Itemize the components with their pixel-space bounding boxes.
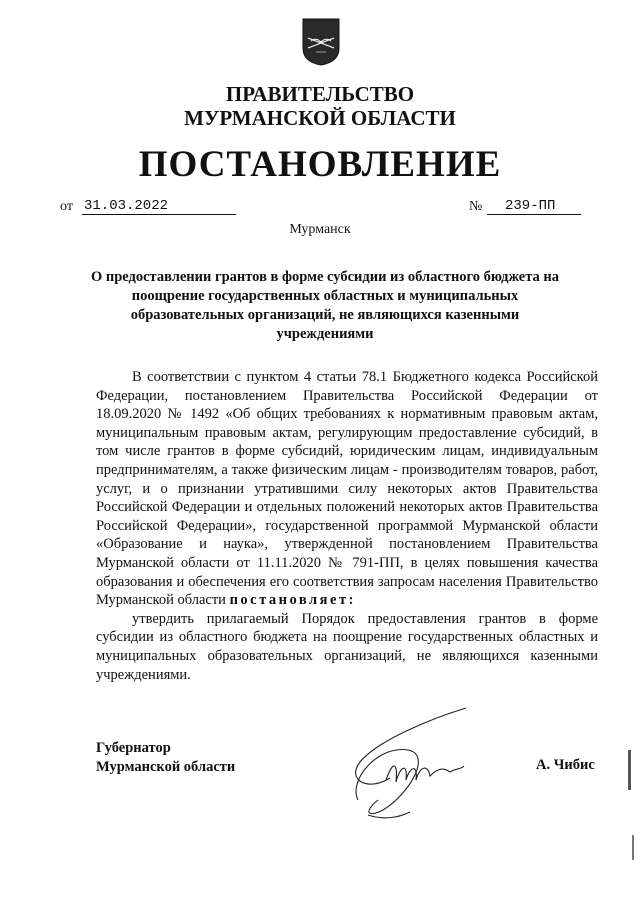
document-number: 239-ПП bbox=[487, 198, 581, 215]
subject-line: поощрение государственных областных и муниципальных bbox=[131, 288, 519, 304]
signer-title bbox=[96, 739, 235, 777]
city-name: Мурманск bbox=[289, 222, 351, 237]
subject-line: О предоставлении грантов в форме субсидии из областного бюджета на bbox=[90, 269, 560, 285]
document-subject bbox=[80, 268, 570, 344]
handwritten-signature-icon bbox=[338, 700, 478, 825]
signer-title-line1: Губернатор bbox=[96, 740, 171, 756]
government-title-line2: МУРМАНСКОЙ ОБЛАСТИ bbox=[184, 106, 456, 130]
preamble-text: В соответствии с пунктом 4 статьи 78.1 Бюджетного кодекса Российской Федерации, постановлением Правительства Российской Федерации от 18.09.2020 № 1492 «Об общих требованиях к нормативным правовым актам, муниципальным правовым актам, регулирующим предоставление субсидий, в том числе грантов в форме субсидий, юридическим лицам, индивидуальным предпринимателям, а также физическим лицам - производителям товаров, работ, услуг, и о признании утратившими силу некоторых актов Правительства Российской Федерации и отдельных положений некоторых актов Правительства Российской Федерации», государственной программой Мурманской области «Образование и наука», утвержденной постановлением Правительства Мурманской области от 11.11.2020 № 791-ПП, в целях повышения качества образования и обеспечения его соответствия запросам населения Правительство Мурманской области bbox=[96, 369, 598, 609]
body-paragraph-preamble bbox=[96, 368, 598, 610]
subject-line: учреждениями bbox=[276, 326, 374, 342]
coat-of-arms-icon bbox=[302, 18, 340, 66]
document-date: 31.03.2022 bbox=[82, 198, 236, 215]
government-title-line1: ПРАВИТЕЛЬСТВО bbox=[225, 82, 415, 106]
scan-edge-mark bbox=[632, 835, 634, 860]
body-paragraph-resolution: утвердить прилагаемый Порядок предоставления грантов в форме субсидии из областного бюджета на поощрение государственных областных и муниципальных образовательных организаций, не являющихся казенными учреждениями. bbox=[96, 610, 598, 683]
document-body bbox=[96, 368, 598, 684]
number-sign: № bbox=[469, 199, 483, 214]
signer-name: А. Чибис bbox=[536, 757, 595, 773]
resolves-keyword: постановляет: bbox=[229, 592, 356, 609]
date-number-row bbox=[60, 199, 580, 219]
date-prefix: от bbox=[60, 199, 73, 214]
scan-edge-mark bbox=[628, 750, 631, 790]
document-type-heading: ПОСТАНОВЛЕНИЕ bbox=[138, 144, 502, 185]
subject-line: образовательных организаций, не являющихся казенными bbox=[130, 307, 520, 323]
signer-title-line2: Мурманской области bbox=[96, 759, 236, 775]
